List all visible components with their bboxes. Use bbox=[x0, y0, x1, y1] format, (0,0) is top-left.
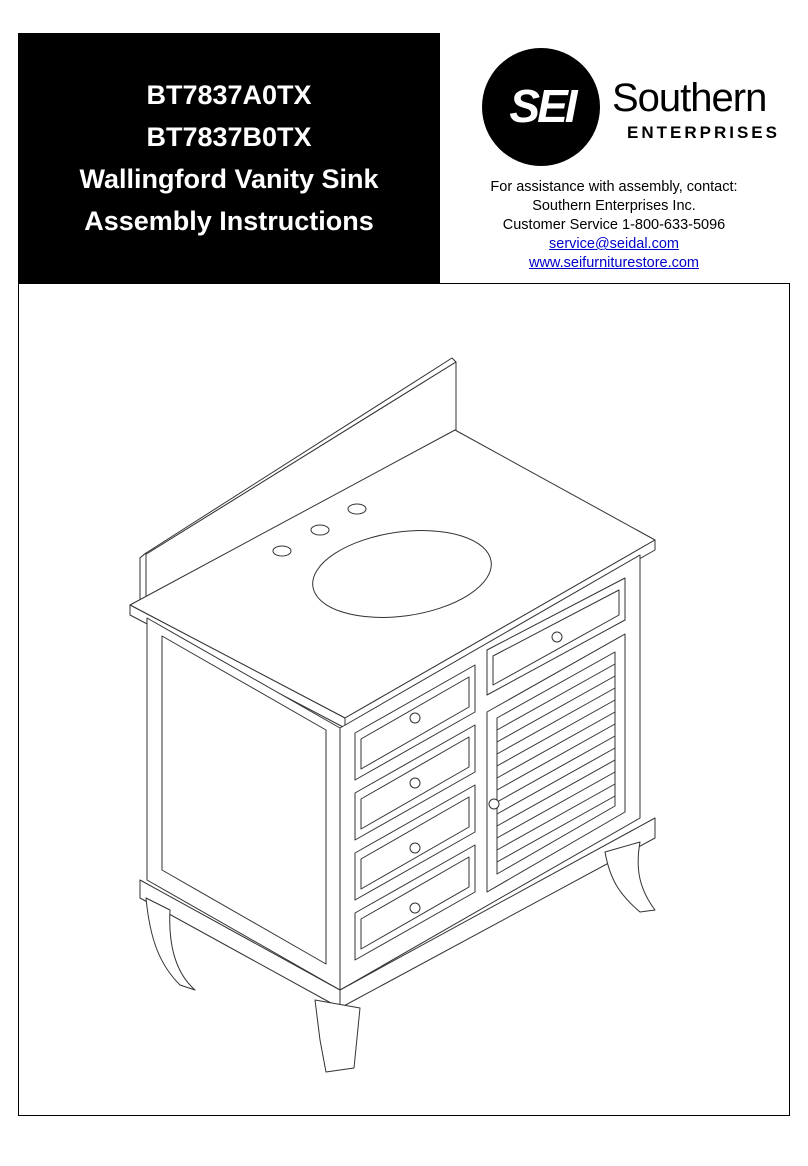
backsplash-side bbox=[140, 553, 146, 602]
contact-email-link[interactable]: service@seidal.com bbox=[549, 236, 679, 252]
leg-front-corner bbox=[315, 1000, 360, 1072]
leg-front-right bbox=[605, 842, 655, 912]
product-name: Wallingford Vanity Sink bbox=[79, 164, 379, 194]
faucet-hole-center bbox=[311, 525, 329, 535]
drawer-knob-3 bbox=[410, 843, 420, 853]
logo-mark: SEI bbox=[509, 80, 575, 132]
logo-subtitle: ENTERPRISES bbox=[627, 123, 780, 142]
contact-website-link[interactable]: www.seifurniturestore.com bbox=[528, 255, 700, 271]
drawer-knob-2 bbox=[410, 778, 420, 788]
contact-company: Southern Enterprises Inc. bbox=[532, 198, 696, 214]
drawer-knob-4 bbox=[410, 903, 420, 913]
document-title: Assembly Instructions bbox=[84, 206, 374, 236]
drawer-knob-top-right bbox=[552, 632, 562, 642]
model-number-b: BT7837B0TX bbox=[146, 122, 312, 152]
door-knob bbox=[489, 799, 499, 809]
faucet-hole-right bbox=[348, 504, 366, 514]
drawer-knob-1 bbox=[410, 713, 420, 723]
contact-phone: Customer Service 1-800-633-5096 bbox=[502, 217, 726, 233]
logo-name: Southern bbox=[612, 76, 767, 120]
contact-intro: For assistance with assembly, contact: bbox=[490, 179, 738, 195]
faucet-hole-left bbox=[273, 546, 291, 556]
model-number-a: BT7837A0TX bbox=[146, 80, 312, 110]
